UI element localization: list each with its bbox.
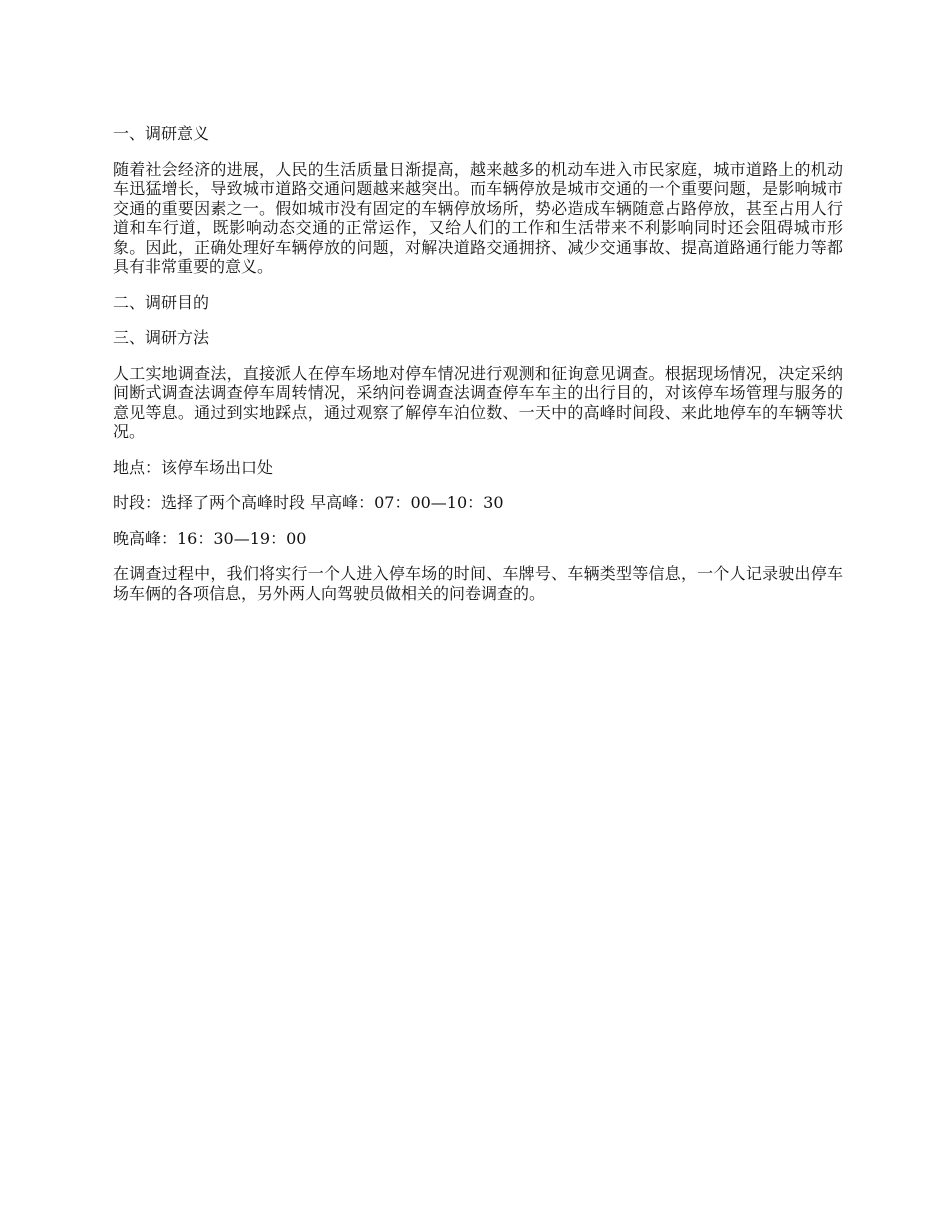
location-line: 地点：该停车场出口处	[113, 457, 274, 477]
section1-heading: 一、调研意义	[113, 124, 210, 143]
section3-heading: 三、调研方法	[113, 328, 210, 347]
closing-paragraph: 在调查过程中，我们将实行一个人进入停车场的时间、车牌号、车辆类型等信息，一个人记录驶出停车场车俩的各项信息，另外两人向驾驶员做相关的问卷调查的。	[113, 564, 843, 603]
section2-heading: 二、调研目的	[113, 292, 210, 312]
section3-paragraph: 人工实地调查法，直接派人在停车场地对停车情况进行观测和征询意见调查。根据现场情况，决定采纳间断式调查法调查停车周转情况，采纳问卷调查法调查停车车主的出行目的，对该停车场管理与服务的意见等息。通过到实地踩点，通过观察了解停车泊位数、一天中的高峰时间段、来此地停车的车辆等状况。	[113, 363, 843, 441]
document-page	[113, 124, 843, 619]
time-line: 时段：选择了两个高峰时段 早高峰：07：00—10：30	[113, 493, 504, 512]
evening-peak-line: 晚高峰：16：30—19：00	[113, 528, 307, 548]
section1-paragraph: 随着社会经济的进展，人民的生活质量日渐提高，越来越多的机动车进入市民家庭，城市道路上的机动车迅猛增长，导致城市道路交通问题越来越突出。而车辆停放是城市交通的一个重要问题，是影响城市交通的重要因素之一。假如城市没有固定的车辆停放场所，势必造成车辆随意占路停放，甚至占用人行道和车行道，既影响动态交通的正常运作，又给人们的工作和生活带来不利影响同时还会阻碍城市形象。因此，正确处理好车辆停放的问题，对解决道路交通拥挤、减少交通事故、提高道路通行能力等都具有非常重要的意义。	[113, 159, 843, 276]
